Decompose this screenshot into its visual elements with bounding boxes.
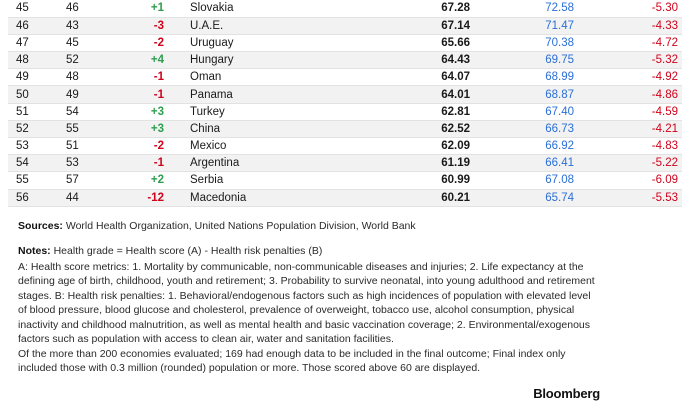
cell-health-score: 69.75	[474, 52, 578, 69]
cell-country: Slovakia	[168, 0, 374, 17]
table-row	[8, 86, 682, 103]
cell-country: Argentina	[168, 155, 374, 172]
cell-health-grade: 67.28	[374, 0, 474, 17]
cell-country: Oman	[168, 69, 374, 86]
cell-country: Hungary	[168, 52, 374, 69]
note-paragraph-metrics: A: Health score metrics: 1. Mortality by communicable, non-communicable diseases and injuries; 2. Life expectancy at the defining age of birth, childhood, youth and retirement; 3. Probability to survive neonatal, into young adulthood and retirement stages. B: Health risk penalties: 1. Behavioral/endogenous factors such as high incidences of population with elevated level of blood pressure, blood glucose and cholesterol, prevalence of overweight, tobacco use, alcohol consumption, physical inactivity and childhood malnutrition, as well as mental health and basic vaccination coverage; 2. Environmental/exogenous factors such as population with access to clean air, water and sanitation facilities.	[18, 260, 595, 346]
cell-health-grade: 62.09	[374, 138, 474, 155]
cell-rank: 55	[8, 172, 62, 189]
table-row	[8, 17, 682, 34]
cell-change: +2	[112, 172, 168, 189]
footnotes-section	[8, 207, 612, 376]
notes-label: Notes:	[18, 245, 51, 258]
cell-health-score: 68.87	[474, 86, 578, 103]
cell-risk-penalty: -5.22	[578, 155, 682, 172]
cell-health-grade: 60.21	[374, 189, 474, 206]
table-row	[8, 172, 682, 189]
cell-health-grade: 61.19	[374, 155, 474, 172]
cell-rank: 48	[8, 52, 62, 69]
cell-health-score: 68.99	[474, 69, 578, 86]
cell-country: Serbia	[168, 172, 374, 189]
cell-change: -12	[112, 189, 168, 206]
notes-line	[18, 244, 602, 259]
cell-country: Turkey	[168, 103, 374, 120]
table-body	[8, 0, 682, 206]
cell-risk-penalty: -4.92	[578, 69, 682, 86]
table-row	[8, 69, 682, 86]
notes-text: Health grade = Health score (A) - Health risk penalties (B)	[53, 245, 323, 258]
cell-country: Macedonia	[168, 189, 374, 206]
cell-change: -3	[112, 17, 168, 34]
cell-health-grade: 64.43	[374, 52, 474, 69]
cell-rank: 50	[8, 86, 62, 103]
cell-rank: 47	[8, 34, 62, 51]
cell-prev-rank: 52	[62, 52, 112, 69]
cell-prev-rank: 43	[62, 17, 112, 34]
cell-change: -2	[112, 34, 168, 51]
cell-health-grade: 64.07	[374, 69, 474, 86]
cell-risk-penalty: -4.33	[578, 17, 682, 34]
cell-rank: 51	[8, 103, 62, 120]
cell-country: Mexico	[168, 138, 374, 155]
cell-health-grade: 67.14	[374, 17, 474, 34]
cell-change: +3	[112, 103, 168, 120]
cell-risk-penalty: -4.59	[578, 103, 682, 120]
cell-prev-rank: 53	[62, 155, 112, 172]
table-row	[8, 0, 682, 17]
table-row	[8, 103, 682, 120]
cell-risk-penalty: -6.09	[578, 172, 682, 189]
cell-country: Panama	[168, 86, 374, 103]
cell-rank: 52	[8, 120, 62, 137]
cell-change: -1	[112, 69, 168, 86]
cell-health-score: 70.38	[474, 34, 578, 51]
cell-health-grade: 65.66	[374, 34, 474, 51]
cell-health-score: 71.47	[474, 17, 578, 34]
cell-change: +3	[112, 120, 168, 137]
cell-prev-rank: 49	[62, 86, 112, 103]
table-row	[8, 155, 682, 172]
table-row	[8, 138, 682, 155]
cell-health-grade: 62.81	[374, 103, 474, 120]
country-ranking-table	[8, 0, 682, 207]
cell-prev-rank: 55	[62, 120, 112, 137]
cell-risk-penalty: -4.72	[578, 34, 682, 51]
cell-rank: 46	[8, 17, 62, 34]
cell-health-grade: 64.01	[374, 86, 474, 103]
note-paragraph-coverage: Of the more than 200 economies evaluated; 169 had enough data to be included in the final outcome; Final index only included those with 0.3 million (rounded) population or more. Those scored above 60 are displayed.	[18, 347, 566, 375]
cell-change: -2	[112, 138, 168, 155]
cell-risk-penalty: -5.32	[578, 52, 682, 69]
table-row	[8, 34, 682, 51]
cell-prev-rank: 44	[62, 189, 112, 206]
cell-health-grade: 60.99	[374, 172, 474, 189]
cell-prev-rank: 51	[62, 138, 112, 155]
table-row	[8, 52, 682, 69]
cell-prev-rank: 54	[62, 103, 112, 120]
cell-prev-rank: 57	[62, 172, 112, 189]
cell-prev-rank: 46	[62, 0, 112, 17]
table-row	[8, 120, 682, 137]
cell-health-score: 65.74	[474, 189, 578, 206]
cell-health-score: 66.73	[474, 120, 578, 137]
cell-rank: 49	[8, 69, 62, 86]
cell-health-score: 72.58	[474, 0, 578, 17]
cell-risk-penalty: -5.53	[578, 189, 682, 206]
cell-rank: 54	[8, 155, 62, 172]
cell-health-score: 66.41	[474, 155, 578, 172]
cell-change: +4	[112, 52, 168, 69]
cell-risk-penalty: -4.83	[578, 138, 682, 155]
cell-risk-penalty: -5.30	[578, 0, 682, 17]
cell-health-score: 67.08	[474, 172, 578, 189]
cell-prev-rank: 48	[62, 69, 112, 86]
cell-prev-rank: 45	[62, 34, 112, 51]
cell-rank: 53	[8, 138, 62, 155]
cell-change: +1	[112, 0, 168, 17]
cell-country: China	[168, 120, 374, 137]
cell-health-score: 67.40	[474, 103, 578, 120]
cell-health-grade: 62.52	[374, 120, 474, 137]
sources-line	[18, 219, 602, 234]
cell-rank: 56	[8, 189, 62, 206]
cell-health-score: 66.92	[474, 138, 578, 155]
cell-rank: 45	[8, 0, 62, 17]
bloomberg-logo: Bloomberg	[533, 385, 600, 401]
cell-change: -1	[112, 86, 168, 103]
sources-text: World Health Organization, United Nations Population Division, World Bank	[65, 219, 416, 232]
cell-country: U.A.E.	[168, 17, 374, 34]
cell-risk-penalty: -4.86	[578, 86, 682, 103]
sources-label: Sources:	[18, 219, 63, 232]
cell-change: -1	[112, 155, 168, 172]
table-row	[8, 189, 682, 206]
cell-risk-penalty: -4.21	[578, 120, 682, 137]
cell-country: Uruguay	[168, 34, 374, 51]
